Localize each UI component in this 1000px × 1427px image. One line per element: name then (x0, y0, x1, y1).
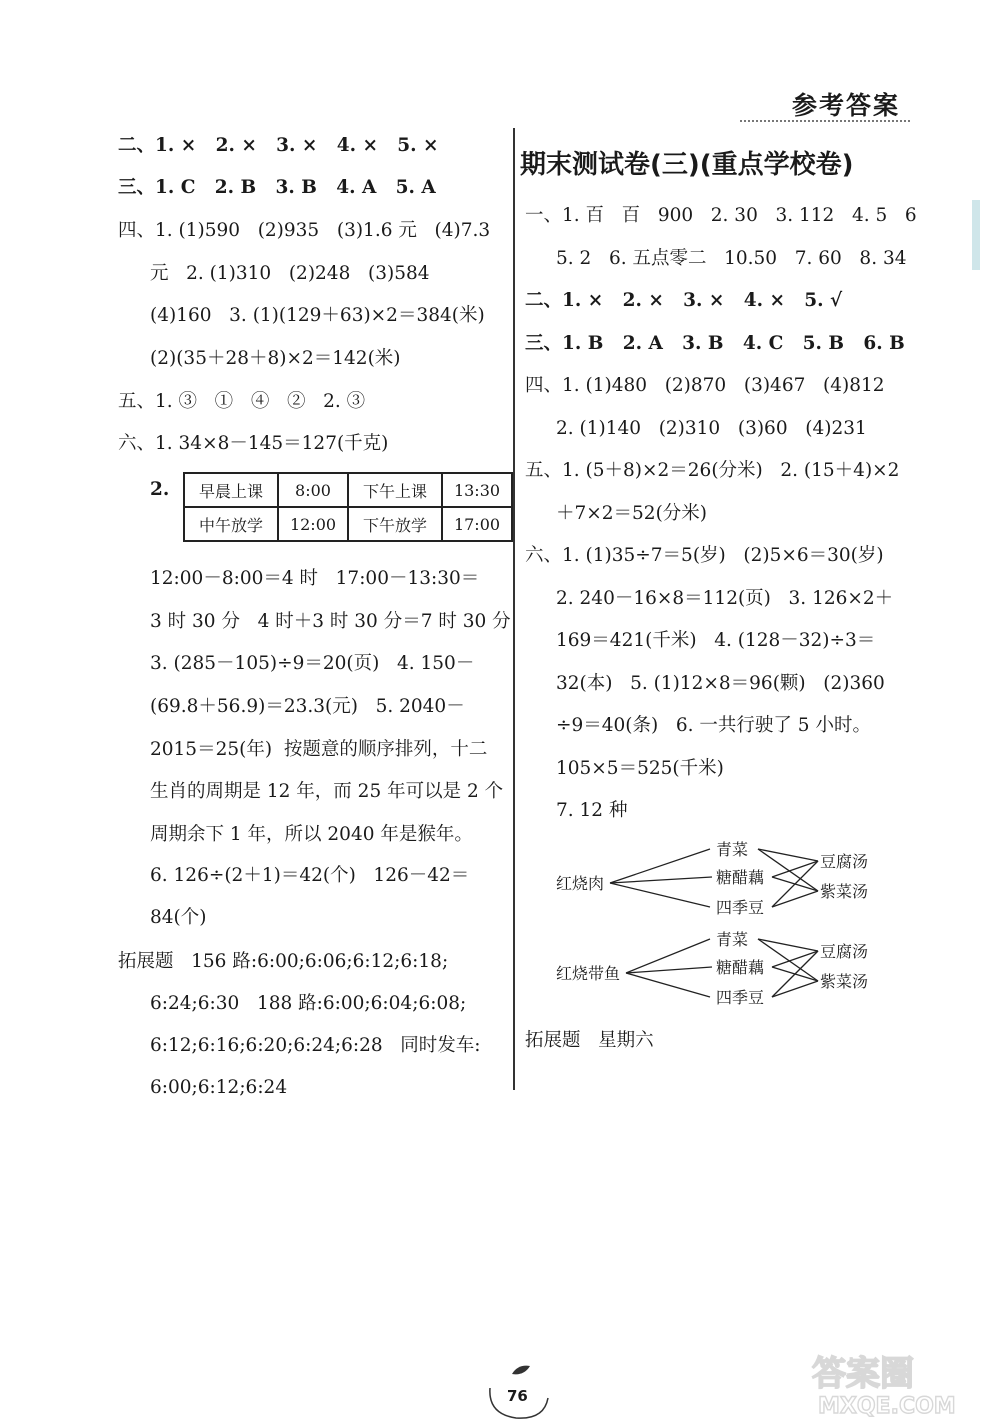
table-cell: 下午放学 (348, 507, 442, 541)
answer-line: 2. 240－16×8＝112(页) 3. 126×2＋ (556, 588, 894, 609)
answer-line: 六、1. 34×8－145＝127(千克) (118, 433, 389, 454)
table-cell: 早晨上课 (184, 473, 278, 507)
table-cell: 17:00 (442, 507, 512, 541)
table-row (184, 507, 512, 541)
page-number: 76 (507, 1387, 528, 1405)
answer-line: 拓展题 星期六 (525, 1030, 654, 1051)
answer-line: 6:24;6:30 188 路:6:00;6:04;6:08; (150, 993, 467, 1014)
answer-line: 五、1. ③ ① ④ ② 2. ③ (118, 391, 366, 412)
answer-line: 三、1. C 2. B 3. B 4. A 5. A (118, 177, 436, 198)
schedule-table (183, 472, 513, 542)
table-cell: 8:00 (278, 473, 348, 507)
answer-line: 5. 2 6. 五点零二 10.50 7. 60 8. 34 (556, 248, 907, 269)
answer-line: 3. (285－105)÷9＝20(页) 4. 150－ (150, 653, 475, 674)
answer-line: 周期余下 1 年，所以 2040 年是猴年。 (150, 824, 473, 845)
watermark-logo (810, 1347, 980, 1419)
diagram-label: 豆腐汤 (820, 942, 869, 961)
diagram-label: 红烧肉 (556, 874, 605, 893)
table-cell: 12:00 (278, 507, 348, 541)
side-mark (972, 200, 980, 270)
answer-line: ＋7×2＝52(分米) (556, 503, 708, 524)
diagram-label: 红烧带鱼 (556, 964, 621, 983)
answer-line: 六、1. (1)35÷7＝5(岁) (2)5×6＝30(岁) (525, 545, 884, 566)
diagram-label: 青菜 (716, 840, 749, 859)
answer-line: 二、1. × 2. × 3. × 4. × 5. √ (525, 290, 843, 311)
answer-line: 元 2. (1)310 (2)248 (3)584 (150, 263, 430, 284)
answer-line: 生肖的周期是 12 年，而 25 年可以是 2 个 (150, 781, 504, 802)
answer-line: 84(个) (150, 907, 207, 928)
answer-line: 6:12;6:16;6:20;6:24;6:28 同时发车: (150, 1035, 481, 1056)
answer-line: 169＝421(千米) 4. (128－32)÷3＝ (556, 630, 876, 651)
answer-line: 一、1. 百 百 900 2. 30 3. 112 4. 5 6 (525, 205, 917, 226)
header-title: 参考答案 (791, 91, 900, 120)
diagram-label: 四季豆 (716, 988, 765, 1007)
diagram-label: 四季豆 (716, 898, 765, 917)
answer-line: 四、1. (1)480 (2)870 (3)467 (4)812 (525, 375, 885, 396)
diagram-label: 青菜 (716, 930, 749, 949)
answer-line: 6:00;6:12;6:24 (150, 1077, 288, 1098)
answer-line: ÷9＝40(条) 6. 一共行驶了 5 小时。 (556, 715, 871, 736)
answer-line: (4)160 3. (1)(129＋63)×2＝384(米) (150, 305, 485, 326)
answer-line: (2)(35＋28＋8)×2＝142(米) (150, 348, 401, 369)
answer-line: (69.8＋56.9)＝23.3(元) 5. 2040－ (150, 696, 465, 717)
answer-line: 2. (1)140 (2)310 (3)60 (4)231 (556, 418, 867, 439)
diagram-label: 豆腐汤 (820, 852, 869, 871)
answer-line: 2015＝25(年) 按题意的顺序排列，十二 (150, 739, 488, 760)
answer-line: 105×5＝525(千米) (556, 758, 724, 779)
table-cell: 13:30 (442, 473, 512, 507)
diagram-label: 紫菜汤 (820, 882, 869, 901)
table-row (184, 473, 512, 507)
diagram-label: 糖醋藕 (716, 958, 765, 977)
svg-text:MXQE.COM: MXQE.COM (818, 1394, 956, 1419)
section-title: 期末测试卷(三)(重点学校卷) (520, 150, 854, 180)
answer-line: 12:00－8:00＝4 时 17:00－13:30＝ (150, 568, 480, 589)
answer-line: 2. (150, 479, 170, 500)
answer-line: 32(本) 5. (1)12×8＝96(颗) (2)360 (556, 673, 885, 694)
menu-diagram-1 (550, 835, 890, 920)
menu-diagram-2 (550, 925, 890, 1010)
answer-line: 三、1. B 2. A 3. B 4. C 5. B 6. B (525, 333, 905, 354)
answer-line: 7. 12 种 (556, 800, 628, 821)
answer-line: 3 时 30 分 4 时＋3 时 30 分＝7 时 30 分 (150, 611, 511, 632)
svg-text:答案圈: 答案圈 (812, 1354, 914, 1394)
column-divider (513, 128, 515, 1090)
answer-line: 二、1. × 2. × 3. × 4. × 5. × (118, 135, 439, 156)
answer-line: 拓展题 156 路:6:00;6:06;6:12;6:18; (118, 951, 449, 972)
diagram-label: 紫菜汤 (820, 972, 869, 991)
table-cell: 中午放学 (184, 507, 278, 541)
answer-line: 五、1. (5＋8)×2＝26(分米) 2. (15＋4)×2 (525, 460, 900, 481)
diagram-label: 糖醋藕 (716, 868, 765, 887)
table-cell: 下午上课 (348, 473, 442, 507)
answer-line: 6. 126÷(2＋1)＝42(个) 126－42＝ (150, 865, 470, 886)
header-rule (740, 120, 910, 122)
answer-line: 四、1. (1)590 (2)935 (3)1.6 元 (4)7.3 (118, 220, 491, 241)
